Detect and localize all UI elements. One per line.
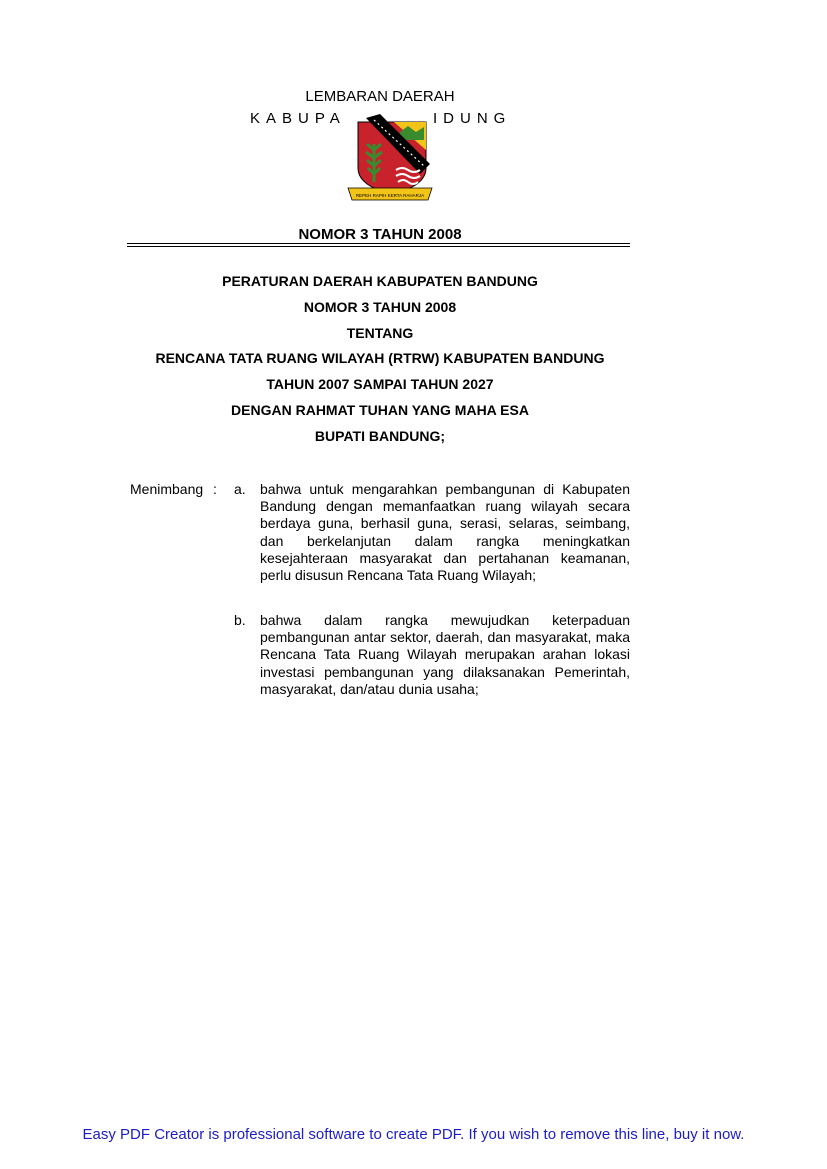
header-line-2-right: IDUNG: [433, 110, 512, 127]
title-line-6: DENGAN RAHMAT TUHAN YANG MAHA ESA: [231, 402, 529, 418]
title-line-2: NOMOR 3 TAHUN 2008: [303, 299, 457, 315]
title-line-5: TAHUN 2007 SAMPAI TAHUN 2027: [266, 376, 494, 392]
menimbang-colon: :: [213, 481, 217, 497]
point-a-text: bahwa untuk mengarahkan pembangunan di Kabupaten Bandung dengan memanfaatkan ruang wilayah secara berdaya guna, berhasil guna, serasi, selaras, seimbang, dan berkelanjutan dalam rangka meningkatkan kesejahteraan masyarakat dan pertahanan keamanan, perlu disusun Rencana Tata Ruang Wilayah;: [260, 481, 630, 584]
emblem-motto: REPEH RAPIH KERTA RAHARJA: [355, 193, 425, 198]
point-b-marker: b.: [234, 612, 246, 628]
title-line-7: BUPATI BANDUNG;: [314, 428, 446, 444]
nomor-heading: NOMOR 3 TAHUN 2008: [298, 226, 462, 243]
menimbang-label: Menimbang: [130, 481, 204, 497]
header-line-1: LEMBARAN DAERAH: [305, 88, 455, 105]
point-a-marker: a.: [234, 481, 246, 497]
point-b-text: bahwa dalam rangka mewujudkan keterpaduan pembangunan antar sektor, daerah, dan masyarakat, maka Rencana Tata Ruang Wilayah merupakan arahan lokasi investasi pembangunan yang dilaksanakan Pemerintah, masyarakat, dan/atau dunia usaha;: [260, 612, 630, 697]
title-line-1: PERATURAN DAERAH KABUPATEN BANDUNG: [222, 273, 538, 289]
title-line-4: RENCANA TATA RUANG WILAYAH (RTRW) KABUPATEN BANDUNG: [155, 350, 605, 366]
double-rule-bottom: [127, 246, 630, 247]
header-line-2-left: KABUPA: [250, 110, 346, 127]
pdf-creator-footer: Easy PDF Creator is professional software to create PDF. If you wish to remove this line, buy it now.: [82, 1126, 745, 1143]
title-line-3: TENTANG: [346, 325, 414, 341]
kabupaten-bandung-emblem: [340, 110, 440, 206]
double-rule-top: [127, 243, 630, 244]
